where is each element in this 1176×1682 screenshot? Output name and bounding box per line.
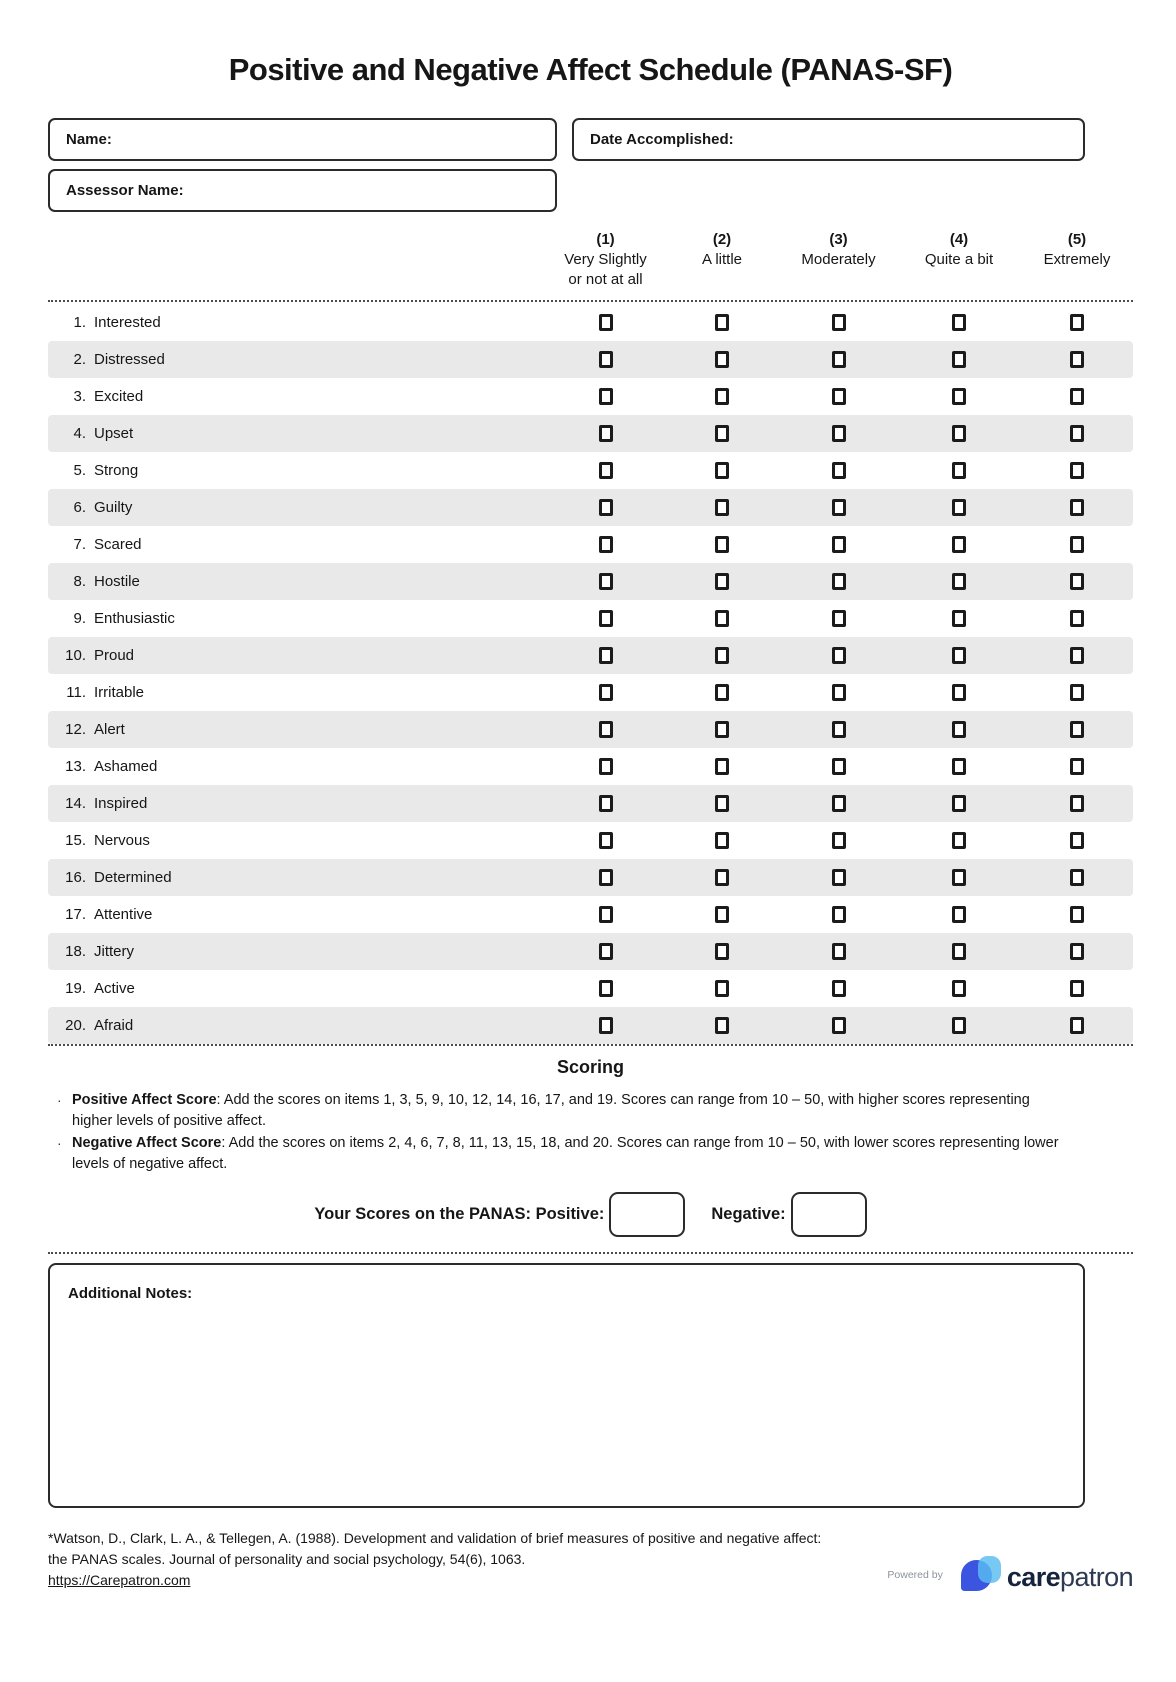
response-checkbox[interactable] bbox=[715, 943, 729, 960]
response-checkbox[interactable] bbox=[952, 536, 966, 553]
response-checkbox[interactable] bbox=[599, 536, 613, 553]
response-checkbox[interactable] bbox=[715, 980, 729, 997]
response-checkbox[interactable] bbox=[715, 721, 729, 738]
response-checkbox[interactable] bbox=[952, 573, 966, 590]
page-title: Positive and Negative Affect Schedule (PANAS-SF) bbox=[228, 52, 953, 87]
carepatron-link[interactable]: https://Carepatron.com bbox=[48, 1572, 191, 1588]
item-label: Strong bbox=[94, 462, 139, 479]
item-label: Afraid bbox=[94, 1017, 134, 1034]
carepatron-logo-icon bbox=[955, 1554, 1003, 1600]
response-checkbox[interactable] bbox=[1070, 425, 1084, 442]
table-row bbox=[48, 415, 1133, 452]
column-header-5 bbox=[1021, 228, 1133, 270]
date-accomplished-field[interactable] bbox=[572, 118, 1085, 161]
table-row bbox=[48, 341, 1133, 378]
citation-line-2: the PANAS scales. Journal of personality and social psychology, 54(6), 1063. bbox=[48, 1550, 526, 1567]
response-checkbox[interactable] bbox=[1070, 684, 1084, 701]
response-checkbox[interactable] bbox=[952, 980, 966, 997]
response-checkbox[interactable] bbox=[715, 869, 729, 886]
item-label: Active bbox=[94, 980, 135, 997]
response-checkbox[interactable] bbox=[1070, 943, 1084, 960]
response-checkbox[interactable] bbox=[952, 647, 966, 664]
item-number: 6. bbox=[73, 499, 86, 516]
column-header-2 bbox=[664, 228, 780, 270]
table-row bbox=[48, 859, 1133, 896]
response-checkbox[interactable] bbox=[832, 943, 846, 960]
response-checkbox[interactable] bbox=[952, 758, 966, 775]
header-fields bbox=[48, 118, 1133, 212]
item-number: 20. bbox=[65, 1017, 86, 1034]
response-checkbox[interactable] bbox=[599, 1017, 613, 1034]
response-checkbox[interactable] bbox=[832, 721, 846, 738]
response-checkbox[interactable] bbox=[832, 980, 846, 997]
scores-positive-label: Your Scores on the PANAS: Positive: bbox=[314, 1205, 605, 1223]
column-label: or not at all bbox=[568, 271, 643, 288]
item-label: Alert bbox=[94, 721, 125, 738]
response-checkbox[interactable] bbox=[599, 943, 613, 960]
negative-score-input[interactable] bbox=[791, 1192, 867, 1237]
item-number: 5. bbox=[73, 462, 86, 479]
response-checkbox[interactable] bbox=[599, 610, 613, 627]
response-checkbox[interactable] bbox=[599, 647, 613, 664]
response-checkbox[interactable] bbox=[715, 906, 729, 923]
response-checkbox[interactable] bbox=[1070, 869, 1084, 886]
name-field[interactable] bbox=[48, 118, 557, 161]
ratings-table bbox=[48, 228, 1133, 1046]
table-row bbox=[48, 1007, 1133, 1044]
score-line bbox=[48, 1192, 1133, 1237]
ratings-rows bbox=[48, 304, 1133, 1044]
bullet-icon: · bbox=[57, 1135, 62, 1151]
response-checkbox[interactable] bbox=[832, 573, 846, 590]
ratings-header bbox=[48, 228, 1133, 290]
response-checkbox[interactable] bbox=[952, 1017, 966, 1034]
column-number: (4) bbox=[949, 231, 969, 248]
response-checkbox[interactable] bbox=[952, 943, 966, 960]
scores-negative-label: Negative: bbox=[711, 1205, 786, 1223]
response-checkbox[interactable] bbox=[952, 684, 966, 701]
table-row bbox=[48, 600, 1133, 637]
scoring-bullet bbox=[48, 1133, 1133, 1175]
response-checkbox[interactable] bbox=[715, 795, 729, 812]
divider-top bbox=[48, 300, 1133, 302]
scoring-bullet bbox=[48, 1090, 1133, 1132]
item-number: 19. bbox=[65, 980, 86, 997]
item-number: 10. bbox=[65, 647, 86, 664]
response-checkbox[interactable] bbox=[832, 869, 846, 886]
brand-patron: patron bbox=[1060, 1561, 1133, 1592]
response-checkbox[interactable] bbox=[1070, 351, 1084, 368]
item-label: Upset bbox=[94, 425, 134, 442]
table-row bbox=[48, 637, 1133, 674]
response-checkbox[interactable] bbox=[832, 425, 846, 442]
brand-care: care bbox=[1006, 1561, 1061, 1592]
table-row bbox=[48, 970, 1133, 1007]
column-number: (1) bbox=[596, 231, 615, 248]
item-label: Scared bbox=[94, 536, 142, 553]
response-checkbox[interactable] bbox=[1070, 980, 1084, 997]
response-checkbox[interactable] bbox=[952, 351, 966, 368]
response-checkbox[interactable] bbox=[1070, 647, 1084, 664]
table-row bbox=[48, 563, 1133, 600]
response-checkbox[interactable] bbox=[832, 351, 846, 368]
response-checkbox[interactable] bbox=[952, 906, 966, 923]
assessor-name-field[interactable] bbox=[48, 169, 557, 212]
brand-wordmark bbox=[1007, 1562, 1133, 1593]
divider-bottom bbox=[48, 1044, 1133, 1046]
table-row bbox=[48, 452, 1133, 489]
response-checkbox[interactable] bbox=[599, 425, 613, 442]
bullet-text: : Add the scores on items 2, 4, 6, 7, 8, 11, 13, 15, 18, and 20. Scores can range from 10 – 50, with lower scores representing lower levels of negative affect. bbox=[72, 1135, 1059, 1172]
item-number: 13. bbox=[65, 758, 86, 775]
response-checkbox[interactable] bbox=[599, 573, 613, 590]
response-checkbox[interactable] bbox=[1070, 610, 1084, 627]
response-checkbox[interactable] bbox=[1070, 573, 1084, 590]
item-label: Jittery bbox=[94, 943, 135, 960]
response-checkbox[interactable] bbox=[599, 499, 613, 516]
carepatron-brand bbox=[887, 1554, 1133, 1600]
table-row bbox=[48, 674, 1133, 711]
response-checkbox[interactable] bbox=[952, 795, 966, 812]
response-checkbox[interactable] bbox=[952, 314, 966, 331]
assessor-name-label: Assessor Name: bbox=[66, 182, 184, 199]
response-checkbox[interactable] bbox=[832, 499, 846, 516]
column-label: Moderately bbox=[801, 251, 876, 268]
response-checkbox[interactable] bbox=[832, 906, 846, 923]
response-checkbox[interactable] bbox=[715, 684, 729, 701]
response-checkbox[interactable] bbox=[715, 388, 729, 405]
item-label: Inspired bbox=[94, 795, 148, 812]
response-checkbox[interactable] bbox=[715, 425, 729, 442]
response-checkbox[interactable] bbox=[715, 314, 729, 331]
response-checkbox[interactable] bbox=[599, 388, 613, 405]
item-label: Distressed bbox=[94, 351, 165, 368]
item-label: Enthusiastic bbox=[94, 610, 175, 627]
column-header-3 bbox=[780, 228, 897, 270]
scoring-heading: Scoring bbox=[556, 1057, 624, 1077]
response-checkbox[interactable] bbox=[832, 536, 846, 553]
item-label: Nervous bbox=[94, 832, 150, 849]
table-row bbox=[48, 526, 1133, 563]
table-row bbox=[48, 304, 1133, 341]
response-checkbox[interactable] bbox=[599, 314, 613, 331]
response-checkbox[interactable] bbox=[832, 832, 846, 849]
response-checkbox[interactable] bbox=[952, 832, 966, 849]
panas-form-page bbox=[0, 52, 1176, 1591]
item-label: Irritable bbox=[94, 684, 145, 701]
item-number: 1. bbox=[73, 314, 86, 331]
item-number: 7. bbox=[73, 536, 86, 553]
item-label: Attentive bbox=[94, 906, 153, 923]
response-checkbox[interactable] bbox=[1070, 388, 1084, 405]
item-number: 15. bbox=[65, 832, 86, 849]
response-checkbox[interactable] bbox=[599, 351, 613, 368]
response-checkbox[interactable] bbox=[715, 832, 729, 849]
additional-notes-label: Additional Notes: bbox=[68, 1285, 193, 1302]
response-checkbox[interactable] bbox=[715, 758, 729, 775]
response-checkbox[interactable] bbox=[952, 869, 966, 886]
response-checkbox[interactable] bbox=[832, 314, 846, 331]
response-checkbox[interactable] bbox=[715, 462, 729, 479]
item-number: 9. bbox=[73, 610, 86, 627]
response-checkbox[interactable] bbox=[1070, 462, 1084, 479]
response-checkbox[interactable] bbox=[599, 795, 613, 812]
response-checkbox[interactable] bbox=[599, 906, 613, 923]
item-number: 14. bbox=[65, 795, 86, 812]
response-checkbox[interactable] bbox=[832, 610, 846, 627]
item-number: 4. bbox=[73, 425, 86, 442]
scoring-bullets bbox=[48, 1090, 1133, 1175]
response-checkbox[interactable] bbox=[599, 684, 613, 701]
response-checkbox[interactable] bbox=[599, 758, 613, 775]
table-row bbox=[48, 785, 1133, 822]
table-row bbox=[48, 378, 1133, 415]
item-number: 11. bbox=[66, 684, 86, 701]
additional-notes-field[interactable] bbox=[48, 1263, 1085, 1508]
response-checkbox[interactable] bbox=[1070, 721, 1084, 738]
item-label: Ashamed bbox=[94, 758, 158, 775]
item-number: 12. bbox=[65, 721, 86, 738]
date-accomplished-label: Date Accomplished: bbox=[590, 131, 734, 148]
bullet-lead: Positive Affect Score bbox=[72, 1092, 217, 1108]
response-checkbox[interactable] bbox=[715, 499, 729, 516]
column-header-1 bbox=[547, 228, 664, 290]
item-number: 8. bbox=[73, 573, 86, 590]
response-checkbox[interactable] bbox=[1070, 314, 1084, 331]
footer bbox=[48, 1528, 1133, 1591]
response-checkbox[interactable] bbox=[715, 610, 729, 627]
column-number: (3) bbox=[829, 231, 848, 248]
name-field-label: Name: bbox=[66, 131, 112, 148]
response-checkbox[interactable] bbox=[832, 647, 846, 664]
response-checkbox[interactable] bbox=[599, 721, 613, 738]
item-label: Excited bbox=[94, 388, 144, 405]
item-number: 16. bbox=[65, 869, 86, 886]
table-row bbox=[48, 489, 1133, 526]
divider-scores bbox=[48, 1252, 1133, 1254]
response-checkbox[interactable] bbox=[832, 758, 846, 775]
response-checkbox[interactable] bbox=[832, 462, 846, 479]
response-checkbox[interactable] bbox=[1070, 832, 1084, 849]
response-checkbox[interactable] bbox=[715, 1017, 729, 1034]
item-number: 2. bbox=[73, 351, 86, 368]
item-number: 17. bbox=[65, 906, 86, 923]
column-label: Quite a bit bbox=[924, 251, 994, 268]
column-label: A little bbox=[701, 251, 743, 268]
response-checkbox[interactable] bbox=[599, 869, 613, 886]
item-number: 18. bbox=[65, 943, 86, 960]
column-header-4 bbox=[897, 228, 1021, 270]
positive-score-input[interactable] bbox=[609, 1192, 685, 1237]
column-label: Very Slightly bbox=[564, 251, 647, 268]
response-checkbox[interactable] bbox=[715, 351, 729, 368]
response-checkbox[interactable] bbox=[832, 388, 846, 405]
response-checkbox[interactable] bbox=[715, 573, 729, 590]
response-checkbox[interactable] bbox=[1070, 536, 1084, 553]
column-label: Extremely bbox=[1043, 251, 1111, 268]
bullet-icon: · bbox=[57, 1092, 62, 1108]
item-label: Hostile bbox=[94, 573, 140, 590]
table-row bbox=[48, 748, 1133, 785]
response-checkbox[interactable] bbox=[599, 832, 613, 849]
response-checkbox[interactable] bbox=[1070, 1017, 1084, 1034]
response-checkbox[interactable] bbox=[715, 647, 729, 664]
response-checkbox[interactable] bbox=[832, 684, 846, 701]
bullet-lead: Negative Affect Score bbox=[72, 1135, 222, 1151]
table-row bbox=[48, 822, 1133, 859]
bullet-text: : Add the scores on items 1, 3, 5, 9, 10, 12, 14, 16, 17, and 19. Scores can range from 10 – 50, with higher scores representing higher levels of positive affect. bbox=[72, 1092, 1030, 1129]
response-checkbox[interactable] bbox=[952, 388, 966, 405]
response-checkbox[interactable] bbox=[1070, 499, 1084, 516]
response-checkbox[interactable] bbox=[952, 721, 966, 738]
response-checkbox[interactable] bbox=[599, 462, 613, 479]
response-checkbox[interactable] bbox=[1070, 795, 1084, 812]
item-label: Proud bbox=[94, 647, 135, 664]
item-label: Determined bbox=[94, 869, 172, 886]
table-row bbox=[48, 711, 1133, 748]
column-number: (5) bbox=[1067, 231, 1087, 248]
response-checkbox[interactable] bbox=[599, 980, 613, 997]
item-number: 3. bbox=[73, 388, 86, 405]
response-checkbox[interactable] bbox=[832, 795, 846, 812]
table-row bbox=[48, 896, 1133, 933]
response-checkbox[interactable] bbox=[832, 1017, 846, 1034]
response-checkbox[interactable] bbox=[1070, 906, 1084, 923]
item-label: Interested bbox=[94, 314, 161, 331]
item-label: Guilty bbox=[94, 499, 133, 516]
response-checkbox[interactable] bbox=[952, 610, 966, 627]
scoring-section bbox=[48, 1057, 1133, 1254]
column-number: (2) bbox=[712, 231, 732, 248]
response-checkbox[interactable] bbox=[952, 462, 966, 479]
response-checkbox[interactable] bbox=[1070, 758, 1084, 775]
response-checkbox[interactable] bbox=[952, 499, 966, 516]
powered-by-label: Powered by bbox=[887, 1569, 943, 1581]
table-row bbox=[48, 933, 1133, 970]
response-checkbox[interactable] bbox=[952, 425, 966, 442]
response-checkbox[interactable] bbox=[715, 536, 729, 553]
citation-line-1: *Watson, D., Clark, L. A., & Tellegen, A. (1988). Development and validation of brief measures of positive and negative affect: bbox=[48, 1530, 822, 1546]
